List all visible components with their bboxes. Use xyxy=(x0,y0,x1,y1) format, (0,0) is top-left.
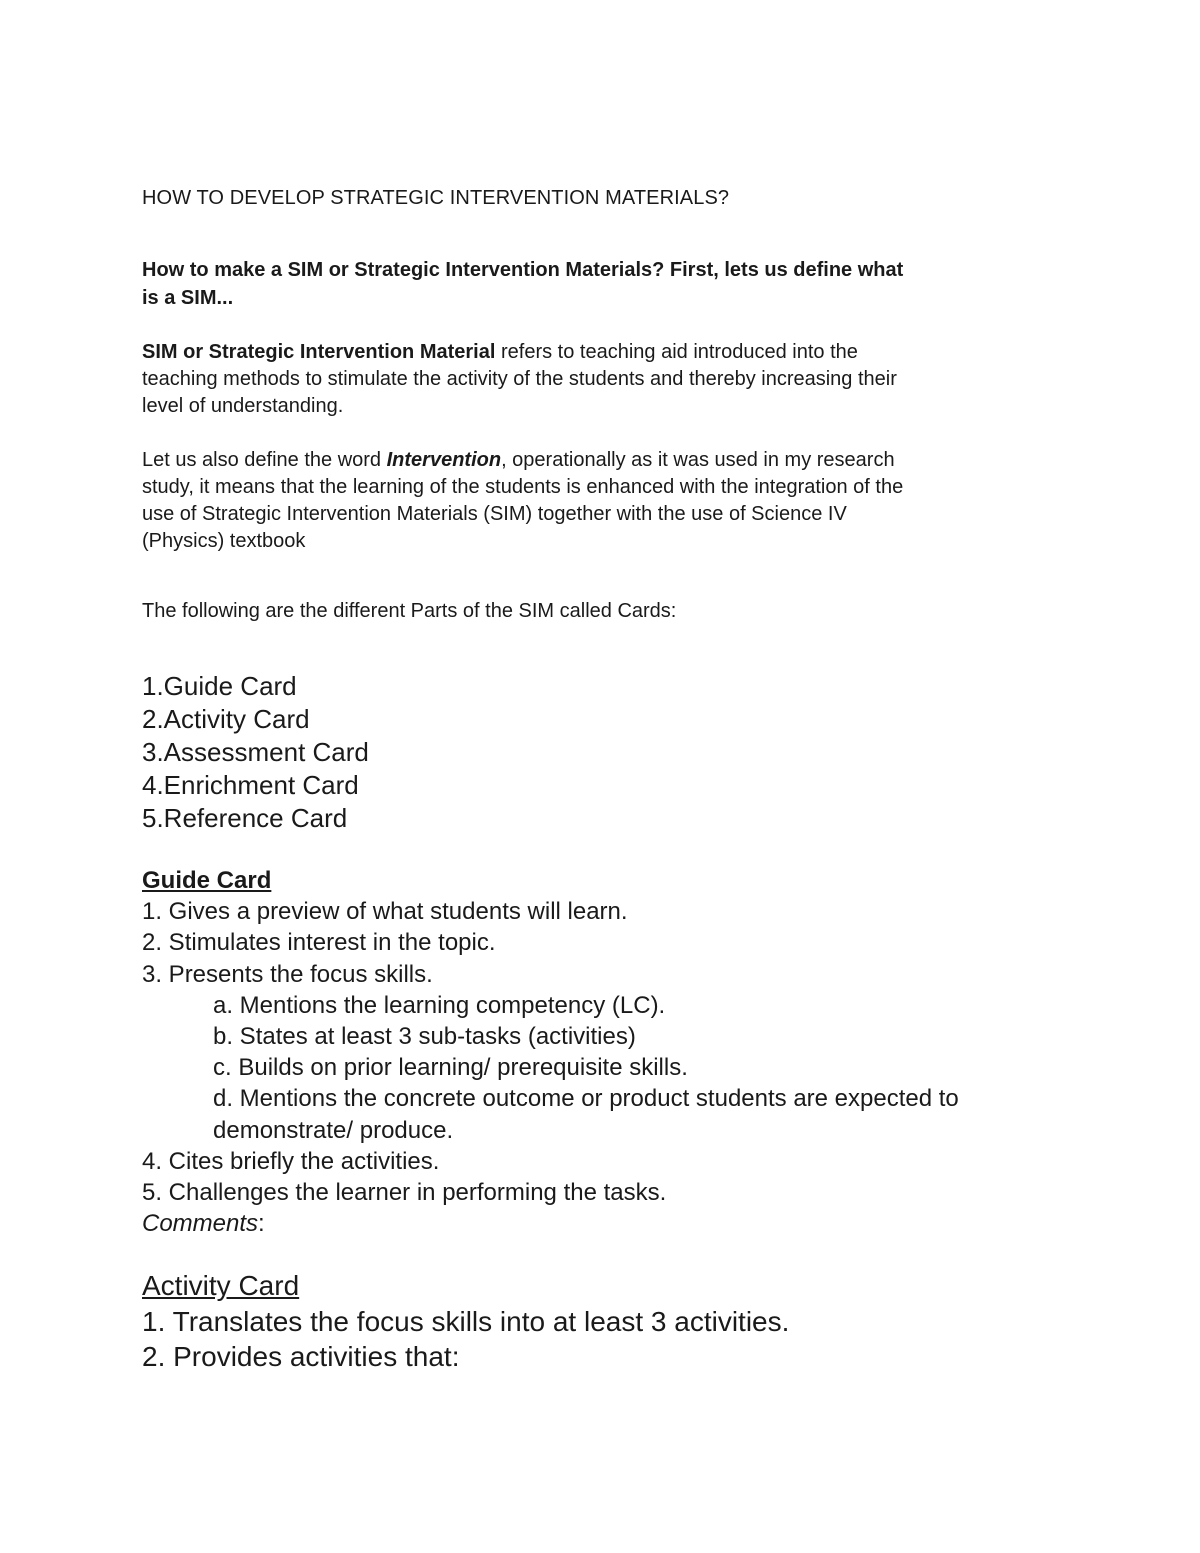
intervention-pre: Let us also define the word xyxy=(142,449,387,471)
comments-line xyxy=(142,1208,959,1239)
intervention-line-3: use of Strategic Intervention Materials (SIM) together with the use of Science IV xyxy=(142,503,847,525)
definition-line-1 xyxy=(142,339,1047,366)
intervention-post: , operationally as it was used in my research xyxy=(501,449,895,471)
sub-list-item: c. Builds on prior learning/ prerequisite skills. xyxy=(213,1054,688,1082)
list-item: 4.Enrichment Card xyxy=(142,770,359,800)
document-title: HOW TO DEVELOP STRATEGIC INTERVENTION MATERIALS? xyxy=(142,187,730,209)
list-item: 5.Reference Card xyxy=(142,803,348,833)
intro-paragraph xyxy=(142,256,1052,312)
list-item: 4. Cites briefly the activities. xyxy=(142,1147,440,1175)
activity-card-heading: Activity Card xyxy=(142,1270,300,1301)
list-item: 3.Assessment Card xyxy=(142,737,369,767)
definition-term: SIM or Strategic Intervention Material xyxy=(142,341,496,363)
intervention-paragraph xyxy=(142,447,1047,555)
intervention-line-4: (Physics) textbook xyxy=(142,530,306,552)
activity-card-section xyxy=(142,1268,789,1375)
intro-line-2: is a SIM... xyxy=(142,287,234,309)
definition-line-3: level of understanding. xyxy=(142,395,344,417)
intervention-line-1 xyxy=(142,447,1047,474)
sub-list-item: a. Mentions the learning competency (LC). xyxy=(213,991,666,1019)
list-item: 3. Presents the focus skills. xyxy=(142,960,433,988)
list-item: 2. Stimulates interest in the topic. xyxy=(142,929,496,957)
comments-colon: : xyxy=(258,1210,265,1238)
definition-text-1: refers to teaching aid introduced into the xyxy=(495,341,858,363)
list-item: 1. Translates the focus skills into at least 3 activities. xyxy=(142,1305,790,1337)
sub-list-item: d. Mentions the concrete outcome or product students are expected to xyxy=(213,1085,959,1113)
cards-list xyxy=(142,670,369,835)
list-item: 5. Challenges the learner in performing the tasks. xyxy=(142,1179,667,1207)
sim-definition-paragraph xyxy=(142,339,1047,420)
sub-list-item: b. States at least 3 sub-tasks (activities) xyxy=(213,1023,636,1051)
intro-line-1: How to make a SIM or Strategic Intervention Materials? First, lets us define what xyxy=(142,259,904,281)
comments-label: Comments xyxy=(142,1210,259,1238)
list-item: 1.Guide Card xyxy=(142,671,297,701)
definition-line-2: teaching methods to stimulate the activity of the students and thereby increasing their xyxy=(142,368,897,390)
guide-card-section xyxy=(142,865,959,1239)
sub-list-item-continuation: demonstrate/ produce. xyxy=(213,1116,454,1144)
list-item: 2. Provides activities that: xyxy=(142,1341,460,1372)
intervention-term: Intervention xyxy=(386,449,502,471)
guide-card-heading: Guide Card xyxy=(142,867,272,894)
intervention-line-2: study, it means that the learning of the students is enhanced with the integration of the xyxy=(142,476,904,498)
list-item: 1. Gives a preview of what students will learn. xyxy=(142,898,628,926)
parts-intro: The following are the different Parts of the SIM called Cards: xyxy=(142,600,677,622)
list-item: 2.Activity Card xyxy=(142,704,310,734)
